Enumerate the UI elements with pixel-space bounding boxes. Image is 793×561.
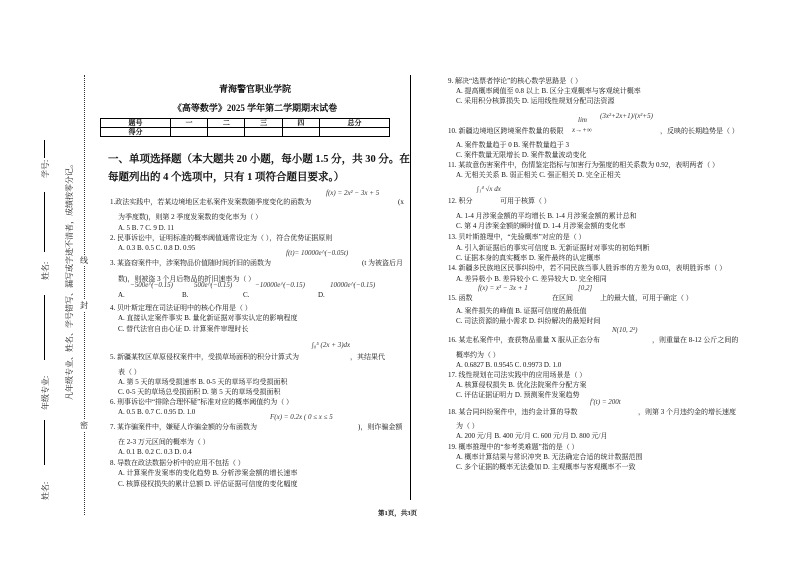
question-text: 13. 贝叶斯推理中，“先验概率”对应的是（ ） <box>448 233 586 241</box>
math-formula: f′(t) = 200t <box>590 398 621 406</box>
score-header: 总分 <box>320 119 390 128</box>
seal-dotted-line <box>84 75 85 515</box>
question-text: A. 0.5 B. 0.7 C. 0.95 D. 1.0 <box>118 408 196 416</box>
math-formula: ∫₁⁴ √x dx <box>477 185 501 193</box>
question-text: B. <box>182 291 189 299</box>
question-text: C. 司法资源的最小需求 D. 纠纷解决的最短时间 <box>456 317 601 325</box>
math-formula: ∫₀⁵ (2x + 3)dx <box>312 341 351 349</box>
question-text: 概率约为（ ） <box>456 351 500 359</box>
math-formula: (3x²+2x+1)/(x²+5) <box>600 112 653 120</box>
math-formula: −500e^(−0.15) <box>130 281 173 289</box>
notice-text: 凡年级专业、姓名、学号错写、漏写或字迹不清者，成绩按零分记。 <box>65 160 74 400</box>
question-text: C. 案件数量无限增长 D. 案件数量波动变化 <box>456 151 587 159</box>
question-text: C. 采用积分核算损失 D. 运用线性规划分配司法资源 <box>456 97 615 105</box>
question-text: 10. 新疆边境地区跨境案件数量的极限 <box>448 127 564 135</box>
question-text: )，则诈骗金额 <box>358 423 403 431</box>
score-header: 四 <box>282 119 319 128</box>
question-text: (t 为被盗后月 <box>362 259 404 267</box>
question-text: A. 计算案件发案率的变化趋势 B. 分析涉案金额的增长速率 <box>118 469 298 477</box>
math-formula: −10000e^(−0.15) <box>255 281 305 289</box>
grade-major-line <box>44 420 45 465</box>
name-line <box>44 192 45 252</box>
exam-title: 《高等数学》2025 学年第二学期期末试卷 <box>172 103 338 113</box>
question-text: 16. 某走私案件中，查获物品重量 X 服从正态分布 <box>448 336 601 344</box>
section-heading: 一、单项选择题（本大题共 20 小题，每小题 1.5 分，共 30 分。在 <box>108 154 410 165</box>
question-text: C. <box>243 291 250 299</box>
question-text: ，则第 3 个月违约金的增长速度 <box>638 408 736 416</box>
score-cell[interactable] <box>170 128 207 137</box>
question-text: 可用于核算（ ） <box>500 197 551 205</box>
question-text: A. 200 元/月 B. 400 元/月 C. 600 元/月 D. 800 元/月 <box>456 432 608 440</box>
question-text: C. 核算侵权损失的累计总额 D. 评估证据可信度的变化幅度 <box>118 480 298 488</box>
question-text: 11. 某故意伤害案件中，伤情鉴定指标与加害行为强度的相关系数为 0.92，表明两者（ ） <box>448 161 719 169</box>
question-text: 5. 新疆某牧区草原侵权案件中，受损草场面积的积分计算式为 <box>110 353 299 361</box>
score-cell[interactable] <box>282 128 319 137</box>
score-row-label: 得分 <box>101 128 171 137</box>
math-formula: 10000e^(−0.15) <box>330 281 376 289</box>
question-text: A. <box>118 291 125 299</box>
question-text: (x <box>398 198 404 206</box>
question-text: A. 第 5 天的草场受损速率 B. 0-5 天的草场平均受损面积 <box>118 378 288 386</box>
question-text: C. 评估证据证明力 D. 预测案件发案趋势 <box>456 391 580 399</box>
question-text: A. 0.1 B. 0.2 C. 0.3 D. 0.4 <box>118 448 192 456</box>
question-text: 为（ ） <box>456 422 479 430</box>
grade-major-label: 年级专业: <box>41 375 50 410</box>
name-label: 姓名: <box>41 261 50 280</box>
question-text: 6. 刑事诉讼中“排除合理怀疑”标准对应的概率阈值约为（ ） <box>110 398 293 406</box>
question-text: 表（ ） <box>118 368 141 376</box>
seal-char: 密 <box>80 421 88 430</box>
score-header: 一 <box>170 119 207 128</box>
question-text: A. 概率计算结果与常识冲突 B. 无法确定合适的统计数据范围 <box>456 453 643 461</box>
score-cell[interactable] <box>320 128 390 137</box>
question-text: A. 无相关关系 B. 弱正相关 C. 强正相关 D. 完全正相关 <box>456 171 621 179</box>
question-text: 19. 概率推理中的“参考类难题”指的是（ ） <box>448 443 579 451</box>
question-text: A. 0.3 B. 0.5 C. 0.8 D. 0.95 <box>118 244 196 252</box>
question-text: 14. 新疆多民族地区民事纠纷中，若不同民族当事人胜诉率的方差为 0.03，表明胜诉率（ ） <box>448 264 727 272</box>
question-text: A. 核算侵权损失 B. 优化法院案件分配方案 <box>456 381 587 389</box>
question-text: C. 替代法官自由心证 D. 计算案件审理时长 <box>118 325 249 333</box>
school-name: 青海警官职业学院 <box>218 84 291 94</box>
seal-char: 封 <box>80 301 88 310</box>
question-text: 4. 贝叶斯定理在司法证明中的核心作用是（ ） <box>110 304 252 312</box>
question-text: 在 2-3 万元区间的概率为（ ） <box>118 438 210 446</box>
question-text: 数)，则被盗 3 个月后物品的折旧速率为（ ） <box>118 275 256 283</box>
score-header: 题号 <box>101 119 171 128</box>
question-text: A. 5 B. 7 C. 9 D. 11 <box>118 224 174 232</box>
question-text: ，反映的长期趋势是（ ） <box>660 127 739 135</box>
student-id-line <box>44 140 45 158</box>
math-formula: f(x) = 2x² − 3x + 5 <box>326 189 380 197</box>
question-text: A. 0.6827 B. 0.9545 C. 0.9973 D. 1.0 <box>456 361 562 369</box>
question-text: A. 差异极小 B. 差异较小 C. 差异较大 D. 完全相同 <box>456 275 607 283</box>
question-text: ，则重量在 8-12 公斤之间的 <box>652 336 739 344</box>
question-text: A. 引入新证据后的事实可信度 B. 无新证据时对事实的初始判断 <box>456 244 650 252</box>
question-text: 15. 函数 <box>448 294 473 302</box>
station-label: 姓名: <box>41 481 50 500</box>
question-text: 1.政法实践中，若某边境地区走私案件发案数随季度变化的函数为 <box>110 198 312 206</box>
question-text: 2. 民事诉讼中，证明标准的概率阈值通常设定为（ ），符合优势证据原则 <box>110 234 333 242</box>
question-text: A. 1-4 月涉案金额的平均增长 B. 1-4 月涉案金额的累计总和 <box>456 212 637 220</box>
question-text: ，其结果代 <box>350 353 385 361</box>
seal-char: 线 <box>80 256 88 265</box>
question-text: C. 0-5 天的草场总受损面积 D. 第 5 天的草场受损面积 <box>118 388 281 396</box>
math-formula: f(x) = x³ − 3x + 1 <box>478 284 528 292</box>
question-text: 上的最大值，可用于确定（ ） <box>600 294 693 302</box>
score-cell[interactable] <box>245 128 282 137</box>
math-formula: 500e^(−0.15) <box>194 281 233 289</box>
question-text: 17. 线性规划在司法实践中的应用场景是（ ） <box>448 371 587 379</box>
question-text: 7. 某诈骗案件中，嫌疑人诈骗金额的分布函数为 <box>110 423 257 431</box>
math-formula: F(x) = 0.2x ( 0 ≤ x ≤ 5 <box>270 413 333 421</box>
score-header: 三 <box>245 119 282 128</box>
question-text: 8. 导数在政法数据分析中的应用不包括（ ） <box>110 459 245 467</box>
question-text: A. 案件数量趋于 0 B. 案件数量趋于 3 <box>456 141 569 149</box>
score-header: 二 <box>208 119 245 128</box>
page-footer: 第1页，共3页 <box>378 510 417 517</box>
math-formula: x→+∞ <box>572 126 592 134</box>
student-id-label: 学号: <box>41 159 50 178</box>
column-divider <box>410 75 411 500</box>
math-formula: [0,2] <box>578 284 593 292</box>
math-formula: lim <box>578 116 587 124</box>
question-text: A. 直接认定案件事实 B. 量化新证据对事实认定的影响程度 <box>118 314 298 322</box>
question-text: 3. 某盗窃案件中，涉案物品价值随时间折旧的函数为 <box>110 259 271 267</box>
question-text: C. 多个证据的概率无法叠加 D. 主观概率与客观概率不一致 <box>456 463 636 471</box>
question-text: 9. 解决“选票者悖论”的核心数学思路是（ ） <box>448 77 582 85</box>
question-text: 18. 某合同纠纷案件中，违约金计算的导数 <box>448 408 578 416</box>
question-text: C. 第 4 月涉案金额的瞬时值 D. 1-4 月涉案金额的变化率 <box>456 222 626 230</box>
question-text: 为季度数)，则第 2 季度发案数的变化率为（ ） <box>118 213 263 221</box>
question-text: 12. 积分 <box>448 197 473 205</box>
score-cell[interactable] <box>208 128 245 137</box>
score-table <box>100 118 390 137</box>
question-text: D. <box>318 291 325 299</box>
question-text: A. 案件损失的峰值 B. 证据可信度的最低值 <box>456 307 587 315</box>
math-formula: f(t)= 10000e^(−0.05t) <box>286 249 349 257</box>
section-heading: 每题列出的 4 个选项中，只有 1 项符合题目要求。） <box>108 172 345 183</box>
question-text: 在区间 <box>552 294 573 302</box>
question-text: A. 提高概率阈值至 0.8 以上 B. 区分主观概率与客观统计概率 <box>456 87 641 95</box>
question-text: C. 证据本身的真实概率 D. 案件最终的认定概率 <box>456 254 601 262</box>
math-formula: N(10, 2²) <box>612 326 638 334</box>
name-line-2 <box>44 295 45 360</box>
